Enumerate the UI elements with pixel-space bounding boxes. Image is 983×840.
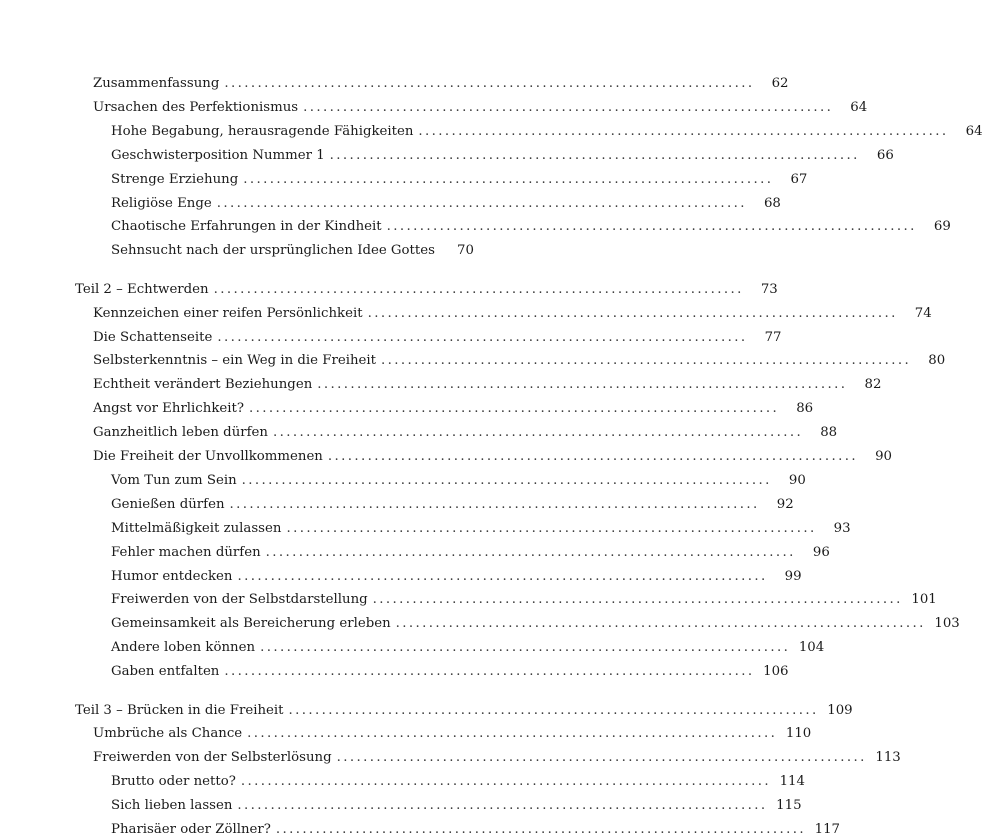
dot-leader: ................................................................................ — [229, 496, 760, 512]
toc-subchapter-entry — [0, 194, 781, 214]
toc-entry-title: Hohe Begabung, herausragende Fähigkeiten — [111, 123, 414, 139]
toc-page-number: 73 — [760, 281, 778, 297]
toc-subchapter-entry — [0, 567, 802, 587]
toc-entry-title: Chaotische Erfahrungen in der Kindheit — [111, 219, 382, 235]
dot-leader: ................................................................................ — [288, 702, 819, 718]
dot-leader: ................................................................................ — [317, 377, 848, 393]
dot-leader: ................................................................................ — [224, 76, 755, 91]
toc-chapter-entry — [0, 447, 893, 467]
toc-page-number: 82 — [864, 377, 882, 393]
toc-entry-title: Geschwisterposition Nummer 1 — [111, 147, 325, 163]
dot-leader: ................................................................................ — [327, 449, 859, 464]
toc-entry-title: Pharisäer oder Zöllner? — [111, 822, 271, 837]
dot-leader: ................................................................................ — [240, 774, 771, 790]
dot-leader: ................................................................................ — [265, 544, 796, 560]
toc-page-number: 99 — [784, 568, 802, 584]
dot-leader: ................................................................................ — [272, 425, 804, 441]
toc-chapter-entry — [0, 375, 882, 395]
dot-leader: ................................................................................ — [243, 171, 774, 187]
dot-leader: ................................................................................ — [395, 616, 926, 632]
toc-page-number: 92 — [776, 496, 794, 512]
toc-entry-title: Sich lieben lassen — [111, 798, 233, 814]
dot-leader: ................................................................................ — [286, 520, 817, 536]
toc-subchapter-entry — [0, 796, 802, 816]
toc-page-number: 114 — [779, 774, 805, 790]
toc-part-entry — [0, 280, 778, 300]
toc-chapter-entry — [0, 724, 812, 744]
dot-leader: ................................................................................ — [275, 822, 807, 837]
dot-leader: ................................................................................ — [329, 147, 860, 163]
toc-page-number: 117 — [814, 822, 841, 837]
toc-chapter-entry — [0, 98, 868, 118]
toc-page-number: 115 — [776, 798, 802, 814]
toc-page-number: 62 — [771, 76, 789, 91]
toc-chapter-entry — [0, 74, 789, 94]
toc-entry-title: Teil 3 – Brücken in die Freiheit — [75, 702, 284, 718]
toc-entry-title: Brutto oder netto? — [111, 774, 236, 790]
toc-entry-title: Mittelmäßigkeit zulassen — [111, 520, 282, 536]
toc-entry-title: Freiwerden von der Selbstdarstellung — [111, 592, 368, 608]
toc-page-number: 106 — [763, 664, 789, 680]
toc-page-number: 86 — [796, 401, 814, 417]
toc-subchapter-entry — [0, 217, 951, 237]
toc-page-number: 67 — [790, 171, 808, 187]
toc-page-number: 109 — [827, 702, 853, 718]
toc-chapter-entry — [0, 328, 782, 348]
toc-subchapter-entry — [0, 471, 806, 491]
dot-leader: ................................................................................ — [386, 219, 917, 235]
toc-entry-title: Freiwerden von der Selbsterlösung — [93, 750, 332, 766]
toc-entry-title: Religiöse Enge — [111, 195, 212, 211]
toc-chapter-entry — [0, 304, 932, 324]
toc-subchapter-entry — [0, 146, 894, 166]
dot-leader: ................................................................................ — [303, 99, 834, 115]
toc-chapter-entry — [0, 748, 901, 768]
dot-leader: ................................................................................ — [248, 401, 780, 417]
toc-entry-title: Teil 2 – Echtwerden — [75, 281, 209, 297]
toc-chapter-entry — [0, 399, 814, 419]
toc-chapter-entry — [0, 351, 946, 371]
toc-page-number: 103 — [934, 616, 960, 632]
toc-entry-title: Zusammenfassung — [93, 76, 220, 91]
dot-leader: ................................................................................ — [237, 568, 768, 584]
toc-subchapter-entry — [0, 590, 937, 610]
dot-leader: ................................................................................ — [217, 329, 748, 345]
toc-subchapter-entry — [0, 638, 825, 658]
toc-page-number: 113 — [875, 750, 901, 766]
dot-leader: ................................................................................ — [381, 353, 912, 369]
toc-entry-title: Umbrüche als Chance — [93, 726, 243, 742]
toc-subchapter-entry — [0, 241, 524, 261]
toc-entry-title: Kennzeichen einer reifen Persönlichkeit — [93, 305, 363, 321]
toc-entry-title: Vom Tun zum Sein — [111, 472, 237, 488]
toc-subchapter-entry — [0, 122, 983, 142]
toc-page-number: 96 — [812, 544, 830, 560]
dot-leader: ................................................................................ — [213, 281, 744, 297]
toc-page-number: 80 — [928, 353, 946, 369]
toc-part-entry — [0, 701, 853, 721]
toc-page-number: 88 — [820, 425, 838, 441]
toc-entry-title: Angst vor Ehrlichkeit? — [93, 401, 244, 417]
toc-subchapter-entry — [0, 614, 960, 634]
toc-subchapter-entry — [0, 662, 789, 682]
dot-leader: ................................................................................ — [260, 640, 791, 656]
toc-entry-title: Humor entdecken — [111, 568, 233, 584]
toc-entry-title: Ursachen des Perfektionismus — [93, 99, 299, 115]
toc-subchapter-entry — [0, 820, 841, 840]
dot-leader: ................................................................................ — [224, 664, 755, 680]
toc-page-number: 69 — [933, 219, 951, 235]
toc-subchapter-entry — [0, 170, 808, 190]
toc-page-number: 68 — [763, 195, 781, 211]
toc-entry-title: Die Schattenseite — [93, 329, 213, 345]
dot-leader: ................................................................................ — [216, 195, 747, 211]
toc-entry-title: Gaben entfalten — [111, 664, 220, 680]
toc-page-number: 110 — [785, 726, 812, 742]
toc-entry-title: Strenge Erziehung — [111, 171, 239, 187]
toc-page-number: 74 — [914, 305, 932, 321]
dot-leader: ................................................................................ — [241, 472, 772, 488]
dot-leader: ................................................................................ — [367, 305, 898, 321]
toc-page-number: 90 — [875, 449, 893, 464]
toc-subchapter-entry — [0, 519, 851, 539]
toc-page-number: 90 — [788, 472, 806, 488]
toc-entry-title: Die Freiheit der Unvollkommenen — [93, 449, 323, 464]
toc-chapter-entry — [0, 423, 838, 443]
toc-page-number: 70 — [457, 243, 474, 259]
dot-leader: ................................................................................ — [418, 123, 949, 139]
toc-page-number: 77 — [764, 329, 782, 345]
toc-entry-title: Fehler machen dürfen — [111, 544, 261, 560]
toc-entry-title: Andere loben können — [111, 640, 256, 656]
toc-page-number: 66 — [876, 147, 894, 163]
toc-page-number: 104 — [798, 640, 825, 656]
dot-leader: ................................................................................ — [247, 726, 778, 742]
toc-entry-title: Genießen dürfen — [111, 496, 225, 512]
toc-entry-title: Ganzheitlich leben dürfen — [93, 425, 268, 441]
toc-entry-title: Selbsterkenntnis – ein Weg in die Freiheit — [93, 353, 377, 369]
toc-subchapter-entry — [0, 772, 805, 792]
toc-entry-title: Sehnsucht nach der ursprünglichen Idee Gottes — [111, 243, 435, 259]
toc-page-number: 93 — [833, 520, 851, 536]
toc-page-number: 101 — [911, 592, 937, 608]
toc-entry-title: Echtheit verändert Beziehungen — [93, 377, 313, 393]
toc-page-number: 64 — [965, 123, 983, 139]
dot-leader: ................................................................................ — [237, 798, 768, 814]
toc-page-number: 64 — [850, 99, 868, 115]
dot-leader: ................................................................................ — [336, 750, 867, 766]
toc-subchapter-entry — [0, 543, 830, 563]
dot-leader: ................................................................................ — [372, 592, 903, 608]
toc-entry-title: Gemeinsamkeit als Bereicherung erleben — [111, 616, 391, 632]
toc-subchapter-entry — [0, 495, 794, 515]
